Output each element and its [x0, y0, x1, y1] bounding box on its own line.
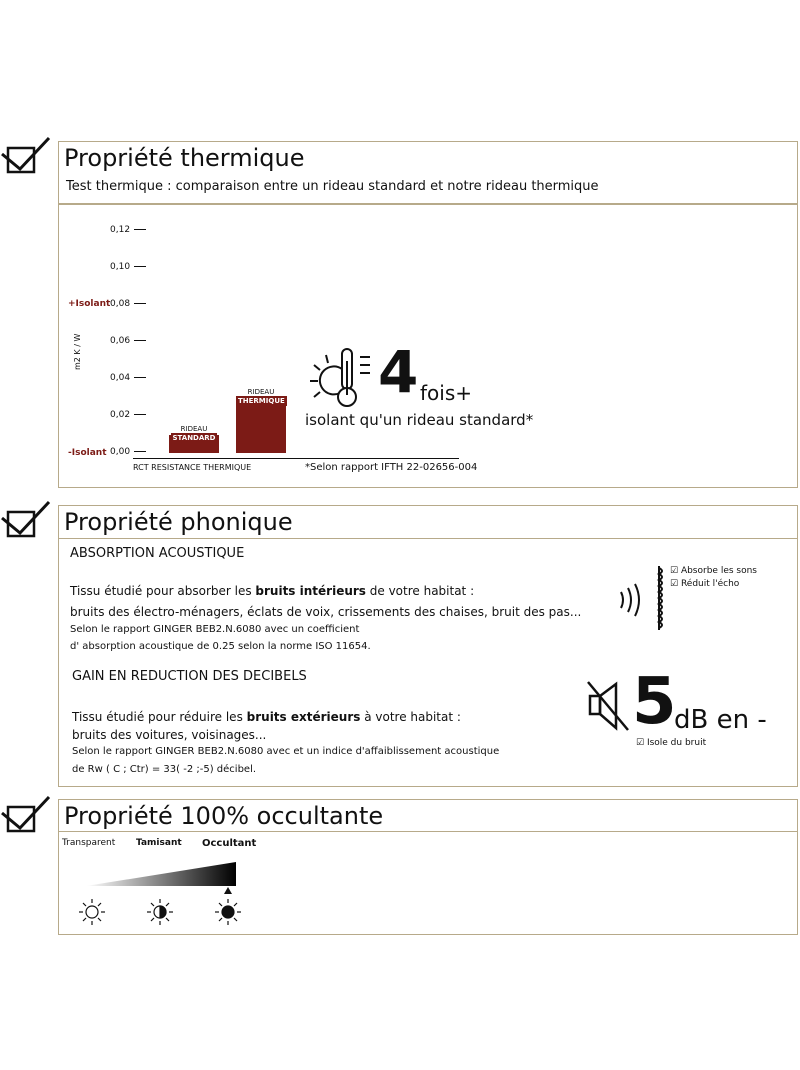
- check-isole-label: Isole du bruit: [646, 738, 707, 748]
- checkmark-icon: [0, 500, 52, 540]
- y-tick-label: [110, 373, 146, 383]
- db-text: dB en -: [674, 705, 767, 735]
- mute-speaker-icon: [584, 676, 634, 736]
- sun-dark-icon: [214, 898, 242, 926]
- level-transparent: Transparent: [62, 838, 116, 848]
- absorption-line1-bold: bruits intérieurs: [255, 584, 366, 598]
- level-occultant: Occultant: [202, 838, 257, 849]
- gain-line3: Selon le rapport GINGER BEB2.N.6080 avec et un indice d'affaiblissement acoustique: [72, 746, 500, 757]
- y-tick-text: 0,10: [110, 262, 131, 272]
- absorption-line1-c: de votre habitat :: [365, 584, 475, 598]
- y-tick-label: [110, 447, 146, 457]
- check-reduit-label: Réduit l'écho: [680, 579, 740, 589]
- absorption-line2: bruits des électro-ménagers, éclats de voix, crissements des chaises, bruit des pas...: [70, 605, 582, 619]
- check-absorbe: ☑ Absorbe les sons: [670, 566, 757, 576]
- thermal-footnote: *Selon rapport IFTH 22-02656-004: [305, 462, 478, 473]
- db-number: 5: [632, 665, 677, 739]
- y-tick-text: 0,12: [110, 225, 131, 235]
- y-tick-label: [110, 410, 146, 420]
- phonic-title: Propriété phonique: [64, 508, 293, 536]
- gain-line1-c: à votre habitat :: [360, 710, 461, 724]
- absorption-line1-a: Tissu étudié pour absorber les: [70, 584, 256, 598]
- y-tick-text: 0,00: [110, 447, 131, 457]
- sun-thermometer-icon: [304, 345, 376, 411]
- absorption-line4: d' absorption acoustique de 0.25 selon la norme ISO 11654.: [70, 641, 371, 652]
- y-tick-text: 0,04: [110, 373, 131, 383]
- absorption-line1: [70, 584, 474, 598]
- gain-heading: GAIN EN REDUCTION DES DECIBELS: [72, 669, 307, 684]
- x-axis-line: [133, 458, 459, 459]
- bar-label-bottom: THERMIQUE: [238, 396, 285, 405]
- y-tick-text: 0,08: [110, 299, 131, 309]
- check-absorbe-label: Absorbe les sons: [680, 566, 757, 576]
- big-suffix: fois+: [420, 381, 473, 405]
- big-number: 4: [378, 338, 419, 406]
- check-reduit: ☑ Réduit l'écho: [670, 579, 740, 589]
- gain-line4: de Rw ( C ; Ctr) = 33( -2 ;-5) décibel.: [72, 764, 257, 775]
- x-axis-label: RCT RESISTANCE THERMIQUE: [133, 463, 252, 472]
- y-axis-label: m2 K / W: [73, 333, 82, 370]
- y-tick-label: [110, 262, 146, 272]
- bar-label-top: RIDEAU: [247, 387, 275, 396]
- y-tick-label: [110, 336, 146, 346]
- thermal-tagline: isolant qu'un rideau standard*: [305, 411, 534, 429]
- gain-line2: bruits des voitures, voisinages...: [72, 728, 267, 742]
- bar-label: [236, 388, 286, 406]
- gain-line1: [72, 710, 461, 724]
- check-isole: ☑ Isole du bruit: [636, 738, 707, 748]
- sun-transparent-icon: [78, 898, 106, 926]
- y-tick-text: 0,02: [110, 410, 131, 420]
- y-tick-text: 0,06: [110, 336, 131, 346]
- y-tick-label: [110, 299, 146, 309]
- sun-half-icon: [146, 898, 174, 926]
- chart-bar: [236, 398, 286, 454]
- phonic-divider: [58, 538, 798, 539]
- bar-label-top: RIDEAU: [180, 424, 208, 433]
- thermal-subtitle: Test thermique : comparaison entre un rideau standard et notre rideau thermique: [66, 179, 599, 194]
- bar-label-bottom: STANDARD: [172, 433, 216, 442]
- level-tamisant: Tamisant: [136, 838, 182, 848]
- plus-isolant-label: +Isolant: [68, 299, 111, 309]
- absorption-line3: Selon le rapport GINGER BEB2.N.6080 avec un coefficient: [70, 624, 360, 635]
- bar-label: [169, 425, 219, 443]
- blackout-divider: [58, 831, 798, 832]
- minus-isolant-label: -Isolant: [68, 448, 107, 458]
- thermal-title: Propriété thermique: [64, 144, 305, 172]
- y-tick-label: [110, 225, 146, 235]
- absorption-heading: ABSORPTION ACOUSTIQUE: [70, 546, 245, 561]
- opacity-gradient: [86, 860, 246, 896]
- checkmark-icon: [0, 795, 52, 835]
- gain-line1-bold: bruits extérieurs: [246, 710, 361, 724]
- blackout-title: Propriété 100% occultante: [64, 802, 384, 830]
- gain-line1-a: Tissu étudié pour réduire les: [72, 710, 247, 724]
- sound-absorb-icon: [615, 564, 675, 634]
